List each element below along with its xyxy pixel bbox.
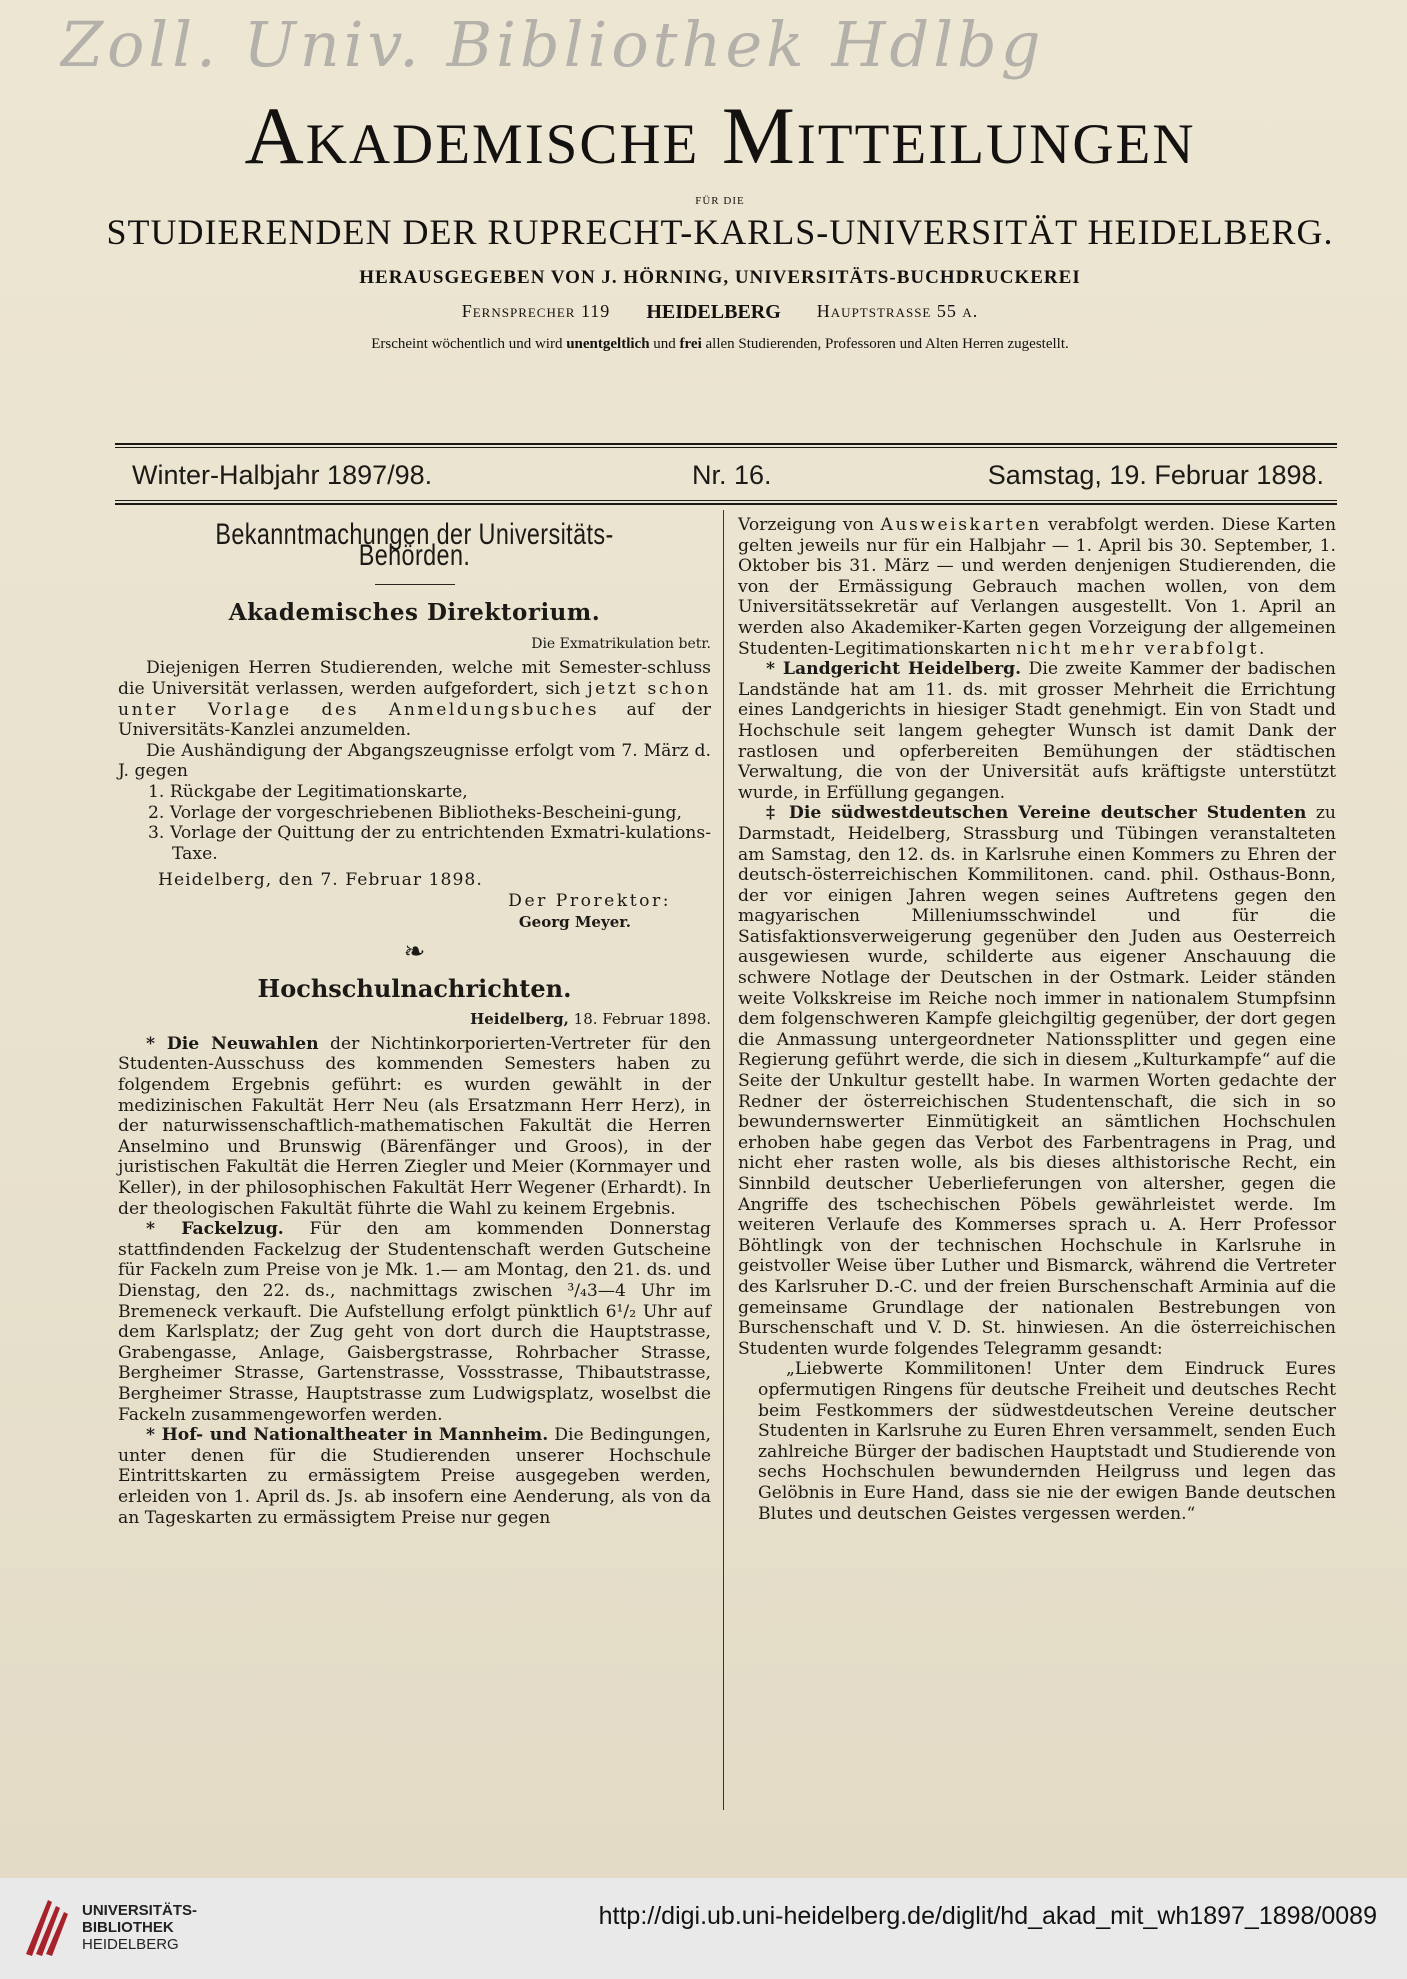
news-item-vereine: [738, 803, 1336, 1359]
text: verabfolgt werden. Diese Karten gelten jeweils nur für ein Halbjahr — 1. April bis 30. September, 1. Oktober bis 31. März — und werden denjenigen Studierenden, die von der Ermässigung Gebrauch machen wollen, von dem Universitätssekretär auf Verlangen ausgestellt. Von 1. April an werden also Akademiker-Karten gegen Vorzeigung der allgemeinen Studenten-Legitimationskarten: [738, 515, 1337, 659]
free-note-part: Erscheint wöchentlich und wird: [371, 336, 563, 352]
news-lead: ‡ Die südwestdeutschen Vereine deutscher Studenten: [766, 803, 1307, 824]
subject-line: Die Exmatrikulation betr.: [531, 635, 711, 652]
news-item-neuwahlen: [118, 1034, 711, 1219]
spaced-text: nicht mehr verabfolgt.: [1016, 638, 1267, 659]
masthead-contact: [100, 301, 1340, 324]
header-rule-top: [115, 443, 1337, 445]
text: Vorzeigung von: [738, 515, 874, 535]
issue-line: [132, 458, 1324, 492]
header-rule-top-thin: [115, 447, 1337, 448]
newspaper-title: Akademische Mitteilungen: [244, 90, 1196, 181]
ornament-icon: ❧: [403, 937, 426, 968]
requirements-list: [148, 782, 711, 864]
news-text: der Nichtinkorporierten-Vertreter für den Studenten-Ausschuss des kommenden Semesters haben zu folgendem Ergebnis geführt: es wurden gewählt in der medizinischen Fakultät Herr Neu (als Ersatzmann Herr Herz), in der naturwissenschaftlich-mathematischen Fakultät die Herren Anselmino und Brunswig (Bärenfänger und Groos), in der juristischen Fakultät die Herren Ziegler und Meier (Kornmayer und Keller), in der philosophischen Fakultät Herr Wegener (Erhardt). In der theologischen Fakultät führte die Wahl zu keinem Ergebnis.: [118, 1033, 711, 1219]
masthead: [100, 90, 1340, 353]
masthead-city: HEIDELBERG: [646, 301, 781, 323]
text: Diejenigen Herren Studierenden, welche mit Semester-schluss die Universität verlassen, werden aufgefordert, sich: [118, 658, 711, 699]
masthead-fur-die: FÜR DIE: [695, 195, 745, 207]
library-name-line: BIBLIOTHEK: [82, 1919, 174, 1936]
news-lead: * Fackelzug.: [146, 1219, 284, 1240]
spaced-text: jetzt schon unter Vorlage des Anmeldungsbuches: [118, 678, 711, 720]
masthead-address: Hauptstrasse 55 a.: [816, 301, 979, 321]
library-name-line: UNIVERSITÄTS-: [82, 1902, 198, 1919]
news-lead: * Landgericht Heidelberg.: [766, 659, 1022, 680]
dateline-date: 18. Februar 1898.: [573, 1010, 711, 1029]
free-note-part: allen Studierenden, Professoren und Alten Herren zugestellt.: [705, 336, 1069, 352]
masthead-subtitle: STUDIERENDEN DER RUPRECHT-KARLS-UNIVERSITÄT HEIDELBERG.: [106, 212, 1334, 252]
list-item: 1. Rückgabe der Legitimationskarte,: [148, 781, 468, 802]
news-item-theater: [118, 1425, 711, 1528]
telegram-quote: „Liebwerte Kommilitonen! Unter dem Eindruck Eures opfermutigen Ringens für deutsche Freiheit und deutsches Recht beim Festkommers der südwestdeutschen Vereine deutscher Studenten in Karlsruhe zu Euren Ehren versammelt, senden Euch zahlreiche Bürger der badischen Hauptstadt und Studierende von sechs Hochschulen bewundernden Heilgruss und legen das Gelöbnis in Eure Hand, dass sie nie der ewigen Bande deutschen Blutes und deutschen Geistes vergessen werden.“: [758, 1359, 1336, 1524]
library-name-line: HEIDELBERG: [82, 1936, 179, 1953]
news-text: zu Darmstadt, Heidelberg, Strassburg und Tübingen veranstalteten am Samstag, den 12. ds. in Karlsruhe einen Kommers zu Ehren der deutsch-österreichischen Kommilitonen. cand. phil. Osthaus-Bonn, der vor einigen Jahren wegen seines Auftretens gegen den magyarischen Milleniumsschwindel und für die Satisfaktionsverweigerung gegenüber den Juden aus Oesterreich ausgewiesen wurde, schilderte aus eigener Anschauung die schwere Notlage der Deutschen in der Ostmark. Leider ständen weite Volkskreise im Reiche noch immer in nationalem Stumpfsinn dem folgenschweren Kampfe gleichgiltig gegenüber, der dort gegen die Anmassung untergeordneter Nationssplitter und gegen eine Regierung geführt werde, die sich in diesem „Kulturkampfe“ auf die Seite der Unkultur gestellt habe. In warmen Worten gedachte der Redner der österreichischen Studentenschaft, die sich in so bewundernswerter Einmütigkeit an sämtlichen Hochschulen erhoben habe gegen das Verbot des Farbentragens in Prag, und nicht eher rasten wolle, als bis dieses althistorische Recht, ein Sinnbild deutscher Ueberlieferungen von altersher, gegen die Angriffe des tschechischen Pöbels gewährleistet werde. Im weiteren Verlaufe des Kommerses sprach u. A. Herr Professor Böhtlingk von der technischen Hochschule in Karlsruhe in geistvoller Weise über Luther und Bismarck, während die Vertreter des Karlsruher D.-C. und der freien Burschenschaft Arminia auf die gemeinsame Grundlage der nationalen Bestrebungen von Burschenschaft und V. D. St. hinwiesen. An die österreichischen Studenten wurde folgendes Telegramm gesandt:: [738, 803, 1336, 1359]
library-name: [82, 1902, 197, 1953]
library-logo-icon: [18, 1892, 74, 1962]
news-text: Die zweite Kammer der badischen Landstände hat am 11. ds. mit grosser Mehrheit die Errichtung eines Landgerichts in hiesiger Stadt genehmigt. Ein von Stadt und Hochschule seit langem gehegter Wunsch ist damit Dank der rastlosen und opferbereiten Bemühungen der städtischen Verwaltung, die von der Universität aufs kräftigste unterstützt wurde, in Erfüllung gegangen.: [738, 659, 1336, 803]
news-text: Die Bedingungen, unter denen für die Studierenden unserer Hochschule Eintrittskarten zu ermässigtem Preise ausgegeben werden, erleiden von 1. April ds. Js. ab insofern eine Aenderung, als von da an Tageskarten zu ermässigtem Preise nur gegen: [118, 1425, 711, 1528]
free-note-part: und: [653, 336, 676, 352]
header-rule-bottom: [115, 503, 1337, 505]
subheading-directorium: Akademisches Direktorium.: [228, 599, 601, 627]
place-date: Heidelberg, den 7. Februar 1898.: [158, 870, 483, 891]
masthead-distribution-note: [100, 336, 1340, 353]
issue-number: Nr. 16.: [692, 459, 772, 490]
source-url-link[interactable]: http://digi.ub.uni-heidelberg.de/diglit/hd_akad_mit_wh1897_1898/0089: [598, 1902, 1377, 1930]
issue-date: Samstag, 19. Februar 1898.: [987, 459, 1324, 490]
free-note-bold: frei: [679, 336, 702, 352]
masthead-publisher: HERAUSGEGEBEN VON J. HÖRNING, UNIVERSITÄTS-BUCHDRUCKEREI: [359, 267, 1081, 288]
signer-name: Georg Meyer.: [518, 912, 631, 931]
prorektor-title: Der Prorektor:: [508, 890, 671, 911]
paragraph: Die Aushändigung der Abgangszeugnisse erfolgt vom 7. März d. J. gegen: [118, 740, 711, 782]
news-text: Für den am kommenden Donnerstag stattfindenden Fackelzug der Studentenschaft werden Gutscheine für Fackeln zum Preise von je Mk. 1.— am Montag, den 21. ds. und Dienstag, den 22. ds., nachmittags zwischen ³/₄3—4 Uhr im Bremeneck verkauft. Die Aufstellung erfolgt pünktlich 6¹/₂ Uhr auf dem Karlsplatz; der Zug geht von dort durch die Hauptstrasse, Grabengasse, Anlage, Gaisbergstrasse, Rohrbacher Strasse, Bergheimer Strasse, Gartenstrasse, Vossstrasse, Thibautstrasse, Bergheimer Strasse, Hauptstrasse zum Ludwigsplatz, woselbst die Fackeln zusammengeworfen werden.: [118, 1219, 712, 1425]
list-item: 2. Vorlage der vorgeschriebenen Bibliotheks-Bescheini-gung,: [148, 802, 682, 823]
subheading-hochschulnachrichten: Hochschulnachrichten.: [257, 973, 572, 1003]
section-heading-announcements: Bekanntmachungen der Universitäts-Behörden.: [215, 518, 614, 572]
dateline: [118, 1009, 711, 1030]
news-item-landgericht: [738, 659, 1336, 803]
paragraph: [118, 658, 711, 740]
spaced-text: Ausweiskarten: [880, 515, 1042, 535]
masthead-phone: Fernsprecher 119: [461, 301, 611, 321]
short-rule: [375, 584, 455, 585]
footer-bar: [0, 1878, 1407, 1979]
text: auf der Universitäts-Kanzlei anzumelden.: [118, 699, 711, 741]
list-item: 3. Vorlage der Quittung der zu entrichtenden Exmatri-kulations-Taxe.: [148, 823, 711, 864]
news-lead: * Die Neuwahlen: [146, 1033, 319, 1054]
dateline-city: Heidelberg,: [470, 1010, 569, 1029]
news-lead: * Hof- und Nationaltheater in Mannheim.: [146, 1425, 549, 1446]
news-item-theater-continued: [738, 515, 1336, 659]
free-note-bold: unentgeltlich: [566, 336, 650, 352]
handwritten-note: Zoll. Univ. Bibliothek Hdlbg: [60, 8, 1045, 81]
header-rule-bottom-thin: [115, 500, 1337, 501]
column-divider: [723, 510, 724, 1810]
left-column: [118, 515, 711, 1528]
news-item-fackelzug: [118, 1219, 711, 1425]
right-column: [738, 515, 1336, 1524]
issue-semester: Winter-Halbjahr 1897/98.: [132, 459, 433, 490]
